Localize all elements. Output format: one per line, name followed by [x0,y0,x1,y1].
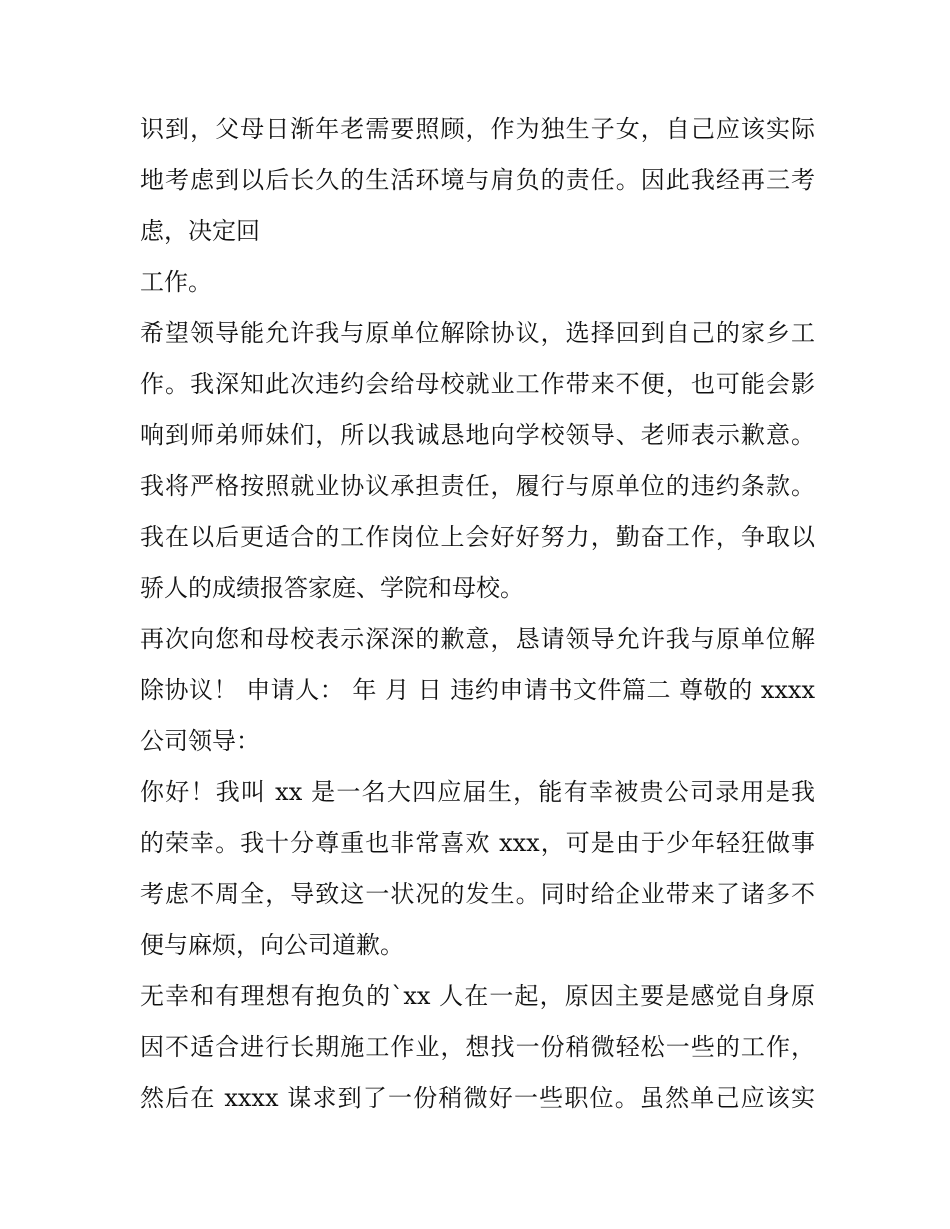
text-line: 我在以后更适合的工作岗位上会好好努力，勤奋工作，争取以 [140,523,815,551]
text-line: 考虑不周全，导致这一状况的发生。同时给企业带来了诸多不 [140,880,815,908]
text-line: 工作。 [140,268,212,296]
text-line: 公司领导： [140,727,260,755]
text-line: 然后在 xxxx 谋求到了一份稍微好一些职位。虽然单己应该实 [140,1084,815,1112]
text-line: 希望领导能允许我与原单位解除协议，选择回到自己的家乡工 [140,319,815,347]
text-line: 识到，父母日渐年老需要照顾，作为独生子女，自己应该实际 [140,115,815,143]
text-line: 作。我深知此次违约会给母校就业工作带来不便，也可能会影 [140,370,815,398]
text-line: 虑，决定回 [140,217,260,245]
text-line: 因不适合进行长期施工作业，想找一份稍微轻松一些的工作， [140,1033,815,1061]
text-line: 再次向您和母校表示深深的歉意，恳请领导允许我与原单位解 [140,625,815,653]
text-line: 我将严格按照就业协议承担责任，履行与原单位的违约条款。 [140,472,815,500]
text-line: 除协议！ 申请人： 年 月 日 违约申请书文件篇二 尊敬的 xxxx [140,676,815,704]
text-line: 响到师弟师妹们，所以我诚恳地向学校领导、老师表示歉意。 [140,421,815,449]
document-body [140,104,815,1124]
text-line: 地考虑到以后长久的生活环境与肩负的责任。因此我经再三考 [140,166,815,194]
text-line: 你好！我叫 xx 是一名大四应届生，能有幸被贵公司录用是我 [140,778,815,806]
text-line: 骄人的成绩报答家庭、学院和母校。 [140,574,524,602]
text-line: 的荣幸。我十分尊重也非常喜欢 xxx，可是由于少年轻狂做事 [140,829,815,857]
text-line: 无幸和有理想有抱负的`xx 人在一起，原因主要是感觉自身原 [140,982,815,1010]
text-line: 便与麻烦，向公司道歉。 [140,931,404,959]
